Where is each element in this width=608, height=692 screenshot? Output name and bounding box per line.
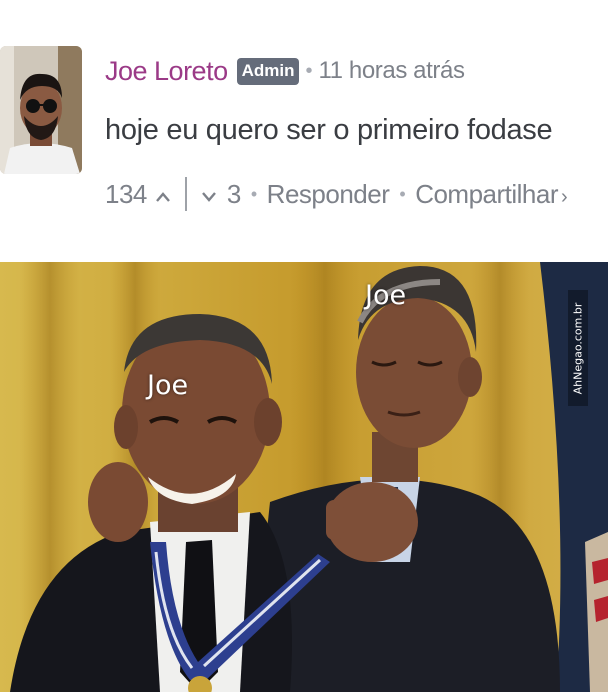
- medal-ceremony-illustration: [0, 262, 608, 692]
- upvote-count: 134: [105, 178, 147, 209]
- action-separator: •: [250, 183, 257, 204]
- chevron-right-icon: ›: [561, 185, 568, 208]
- downvote-button[interactable]: [201, 179, 241, 210]
- comment-card: [0, 0, 608, 262]
- watermark: [568, 290, 588, 406]
- chevron-up-icon: [155, 179, 171, 210]
- meta-separator: •: [305, 59, 313, 82]
- comment-actions: [105, 176, 567, 212]
- avatar[interactable]: [0, 46, 82, 174]
- vote-divider: [185, 177, 187, 211]
- caption-right: Joe: [365, 280, 407, 311]
- caption-left: Joe: [147, 370, 189, 401]
- admin-badge: Admin: [237, 58, 300, 85]
- downvote-count: 3: [226, 178, 241, 209]
- timestamp[interactable]: 11 horas atrás: [318, 57, 465, 84]
- share-link[interactable]: [415, 179, 567, 210]
- comment-meta: [105, 54, 465, 88]
- comment-text: hoje eu quero ser o primeiro fodase: [105, 114, 553, 146]
- watermark-text: AhNegao.com.br: [571, 302, 585, 394]
- meme-image: [0, 262, 608, 692]
- upvote-button[interactable]: [105, 179, 171, 210]
- share-label: Compartilhar: [415, 178, 559, 209]
- avatar-image: [0, 46, 82, 174]
- chevron-down-icon: [201, 179, 217, 210]
- action-separator: •: [399, 183, 406, 204]
- author-name[interactable]: Joe Loreto: [105, 55, 228, 86]
- reply-link[interactable]: Responder: [266, 178, 390, 209]
